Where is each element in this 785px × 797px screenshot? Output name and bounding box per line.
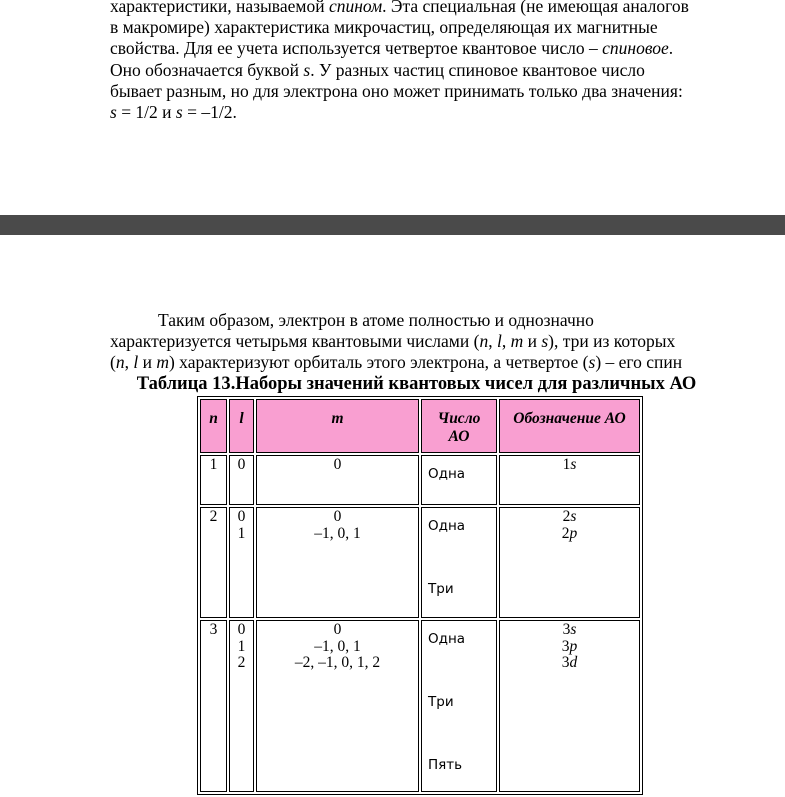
cell-count-value: Три xyxy=(428,581,454,597)
italic-term: s xyxy=(175,102,183,123)
cell-ao-value xyxy=(500,621,639,638)
paragraph-spin-line: характеристики, называемой спином. Эта специальная (не имеющая аналогов xyxy=(110,0,770,17)
table-row xyxy=(200,455,640,505)
cell-l-value: 0 xyxy=(237,508,246,525)
cell-m-value: 0 xyxy=(333,456,342,473)
cell-ao-value xyxy=(500,525,639,542)
paragraph-spin-line: s = 1/2 и s = –1/2. xyxy=(110,102,237,123)
table-row xyxy=(200,620,640,792)
italic-term: n xyxy=(479,331,489,352)
paragraph-spin-line: Оно обозначается буквой s. У разных частиц спиновое квантовое число xyxy=(110,59,645,80)
italic-term: l xyxy=(133,352,139,373)
cell-l xyxy=(229,507,254,618)
cell-m xyxy=(256,507,419,618)
paragraph-spin-line: в макромире) характеристика микрочастиц, определяющая их магнитные xyxy=(110,17,658,38)
quantum-numbers-table xyxy=(197,396,643,795)
cell-count xyxy=(421,455,497,505)
cell-ao xyxy=(499,507,640,618)
cell-ao xyxy=(499,620,640,792)
ao-number: 3 xyxy=(562,621,571,638)
cell-l-value: 2 xyxy=(237,654,246,671)
italic-term: m xyxy=(510,331,524,352)
paragraph-spin xyxy=(110,0,770,123)
ao-number: 3 xyxy=(561,637,570,655)
table-caption xyxy=(0,374,785,395)
paragraph-spin-line: свойства. Для ее учета используется четвертое квантовое число – спиновое. xyxy=(110,38,674,59)
ao-number: 2 xyxy=(561,524,570,542)
table-caption-prefix: Таблица 13 xyxy=(136,374,231,394)
header-l: l xyxy=(229,399,254,453)
cell-count-value: Одна xyxy=(428,466,466,482)
ao-letter: p xyxy=(569,524,578,542)
italic-term: спином xyxy=(328,0,383,16)
ao-letter: p xyxy=(569,637,578,655)
cell-ao-value xyxy=(500,638,639,655)
cell-m-value: –1, 0, 1 xyxy=(314,524,361,542)
italic-term: m xyxy=(156,352,169,373)
italic-term: s xyxy=(110,102,117,123)
ao-letter: d xyxy=(569,654,578,671)
ao-number: 1 xyxy=(562,456,571,473)
paragraph-summary xyxy=(110,310,770,374)
cell-m-value: 0 xyxy=(333,508,342,525)
cell-l-value: 0 xyxy=(237,621,246,638)
cell-m-value: –2, –1, 0, 1, 2 xyxy=(294,654,381,671)
paragraph-spin-line: бывает разным, но для электрона оно может принимать только два значения: xyxy=(110,80,683,101)
cell-m-value: 0 xyxy=(333,621,342,638)
header-count xyxy=(421,399,497,453)
cell-m xyxy=(256,620,419,792)
cell-ao-value xyxy=(500,654,639,671)
ao-number: 3 xyxy=(561,654,570,671)
cell-ao-value xyxy=(500,456,639,473)
cell-count-value: Одна xyxy=(428,631,466,647)
italic-term: s xyxy=(541,331,549,352)
cell-l-value: 1 xyxy=(237,637,246,655)
italic-term: l xyxy=(496,331,502,352)
cell-ao xyxy=(499,455,640,505)
header-count-label: Число АО xyxy=(437,410,481,445)
italic-term: s xyxy=(303,59,311,80)
italic-term: спиновое xyxy=(602,38,669,59)
paragraph-summary-line: Таким образом, электрон в атоме полностью и однозначно xyxy=(158,310,594,330)
header-m: m xyxy=(256,399,419,453)
page-separator xyxy=(0,215,785,235)
cell-m-value: –1, 0, 1 xyxy=(314,637,361,655)
paragraph-summary-line: характеризуется четырьмя квантовыми числами (n, l, m и s), три из которых xyxy=(110,331,676,352)
cell-n: 2 xyxy=(200,507,227,618)
cell-count-value: Одна xyxy=(428,518,466,534)
cell-count-value: Пять xyxy=(428,757,463,773)
ao-number: 2 xyxy=(562,508,571,525)
cell-l xyxy=(229,620,254,792)
italic-term: s xyxy=(588,352,596,373)
table-header-row xyxy=(200,399,640,453)
header-ao: Обозначение АО xyxy=(499,399,640,453)
cell-l-value: 1 xyxy=(237,524,246,542)
table-caption-text: .Наборы значений квантовых чисел для различных АО xyxy=(230,374,697,394)
cell-l-value: 0 xyxy=(237,456,246,473)
cell-m xyxy=(256,455,419,505)
cell-l xyxy=(229,455,254,505)
italic-term: n xyxy=(115,352,125,373)
paragraph-summary-line: (n, l и m) характеризуют орбиталь этого электрона, а четвертое (s) – его спин xyxy=(110,352,683,373)
table-row xyxy=(200,507,640,618)
ao-letter: s xyxy=(570,621,577,638)
cell-count xyxy=(421,620,497,792)
header-n: n xyxy=(200,399,227,453)
cell-count-value: Три xyxy=(428,694,454,710)
ao-letter: s xyxy=(570,456,577,473)
cell-ao-value xyxy=(500,508,639,525)
cell-n: 3 xyxy=(200,620,227,792)
cell-count xyxy=(421,507,497,618)
ao-letter: s xyxy=(570,508,577,525)
cell-n: 1 xyxy=(200,455,227,505)
